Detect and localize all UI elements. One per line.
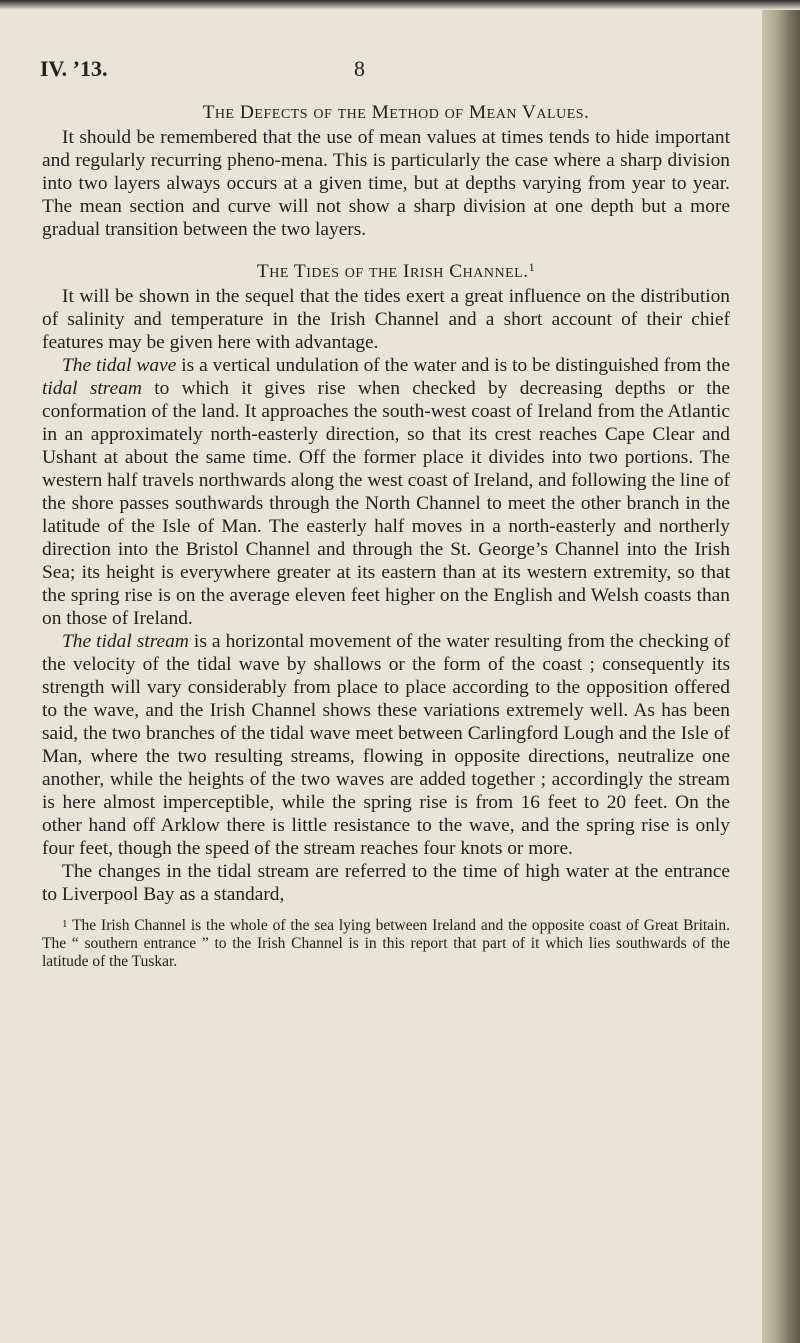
- running-head: [40, 56, 740, 82]
- term-tidal-stream: tidal stream: [42, 378, 142, 399]
- term-tidal-stream-heading: The tidal stream: [62, 631, 189, 652]
- section-heading-tides-text: The Tides of the Irish Channel.: [256, 261, 529, 282]
- footnote-reference: 1: [528, 260, 536, 274]
- section-heading-tides: [42, 260, 730, 283]
- footnote-mark: 1: [62, 918, 68, 930]
- page-top-edge: [0, 0, 800, 10]
- footnote: [42, 917, 730, 971]
- paragraph-tidal-wave-text-a: is a vertical undulation of the water and is to be distinguished from the: [176, 355, 730, 376]
- footnote-text: The Irish Channel is the whole of the sea lying between Ireland and the opposite coast of Great Britain. The “ southern entrance ” to the Irish Channel is in this report that part of it which lies southwards of the latitude of the Tuskar.: [42, 917, 730, 970]
- paragraph-tidal-changes: The changes in the tidal stream are referred to the time of high water at the entrance to Liverpool Bay as a standard,: [42, 861, 730, 905]
- part-label: IV. ’13.: [40, 56, 108, 81]
- paragraph-tidal-stream: [42, 630, 730, 860]
- paragraph-mean-values: It should be remembered that the use of mean values at times tends to hide important and regularly recurring pheno-mena. This is particularly the case where a sharp division into two layers always occurs at a given time, but at depths varying from year to year. The mean section and curve will not show a sharp division at one depth but a more gradual transition between the two layers.: [42, 127, 730, 240]
- book-gutter-shadow: [762, 0, 800, 1343]
- page-number: 8: [354, 56, 365, 81]
- term-tidal-wave: The tidal wave: [62, 355, 177, 376]
- paragraph-tidal-wave-text-b: to which it gives rise when checked by decreasing depths or the conformation of the land. It approaches the south-west coast of Ireland from the Atlantic in an approximately north-easterly direction, so that its crest reaches Cape Clear and Ushant at about the same time. Off the former place it divides into two portions. The western half travels northwards along the west coast of Ireland, and following the line of the shore passes southwards through the North Channel to meet the other branch in the latitude of the Isle of Man. The easterly half moves in a north-easterly and northerly direction into the Bristol Channel and through the St. George’s Channel into the Irish Sea; its height is everywhere greater at its eastern than at its western extremity, so that the spring rise is on the average eleven feet higher on the English and Welsh coasts than on those of Ireland.: [42, 378, 730, 629]
- paragraph-tidal-stream-text: is a horizontal movement of the water resulting from the checking of the velocity of the tidal wave by shallows or the form of the coast ; consequently its strength will vary considerably from place to place according to the opposition offered to the wave, and the Irish Channel shows these variations extremely well. As has been said, the two branches of the tidal wave meet between Carlingford Lough and the Isle of Man, where the two resulting streams, flowing in opposite directions, neutralize one another, while the heights of the two waves are added together ; accordingly the stream is here almost imperceptible, while the spring rise is from 16 feet to 20 feet. On the other hand off Arklow there is little resistance to the wave, and the spring rise is only four feet, though the speed of the stream reaches four knots or more.: [42, 631, 730, 859]
- paragraph-tidal-wave: [42, 354, 730, 630]
- page-body: [42, 101, 730, 987]
- section-heading-mean-values: The Defects of the Method of Mean Values.: [202, 102, 590, 123]
- paragraph-tides-intro: It will be shown in the sequel that the tides exert a great influence on the distribution of salinity and temperature in the Irish Channel and a short account of their chief features may be given here with advantage.: [42, 286, 730, 353]
